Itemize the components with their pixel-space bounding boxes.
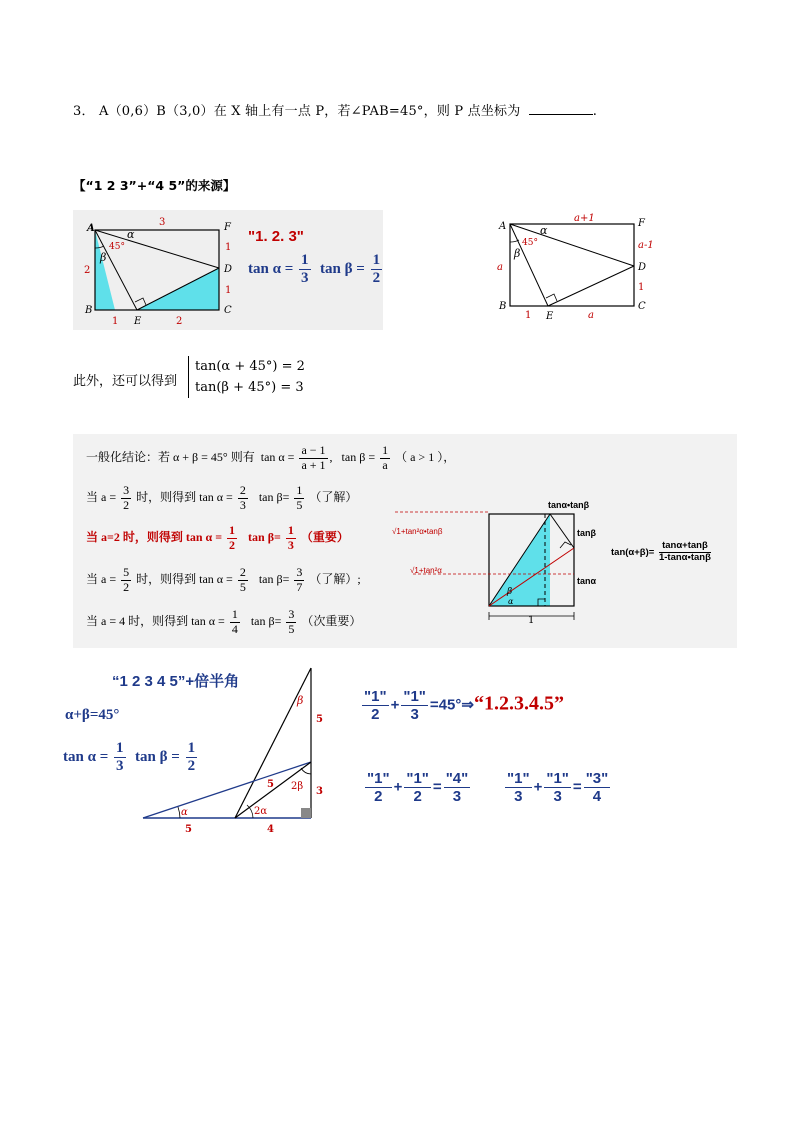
fig2-beta: β [514, 247, 521, 260]
tan-alpha-num: 1 [299, 252, 311, 270]
tri-five-mid: 5 [267, 779, 274, 790]
len-be: 1 [112, 316, 119, 327]
row3-anum: 5 [123, 565, 130, 579]
tri-alpha: α [181, 807, 188, 818]
e3-n2: "1" [546, 770, 569, 787]
row3-tb: tan β= [258, 572, 290, 587]
fig3-right1: tanβ [577, 528, 596, 538]
question-end: . [592, 104, 598, 119]
general-den: a + 1 [301, 457, 326, 472]
fig3-sqrt1: √1+tan²α•tanβ [392, 527, 443, 536]
row2-t2n: 1 [287, 523, 294, 537]
equation-1: $\frac{"1"}{2}$ + $\frac{"1"}{3}$ =45°⇒“1.2.3.4.5” [364, 688, 564, 724]
e3-d3: 4 [592, 788, 602, 806]
tan-alpha-label: tan α = [248, 261, 294, 278]
row4-t1n: 1 [231, 607, 238, 621]
len-top: 3 [159, 217, 166, 228]
fig3-formula [611, 541, 713, 564]
label-a: A [87, 223, 95, 234]
fig2-label-f: F [638, 218, 645, 229]
row3-t2d: 7 [296, 579, 303, 594]
equation-3: $\frac{"1"}{3}$ + $\frac{"1"}{3}$ = $\frac{"3"}{4}$ [507, 770, 609, 806]
general-b-den: a [382, 457, 388, 472]
label-e: E [134, 316, 142, 327]
general-row-3 [86, 566, 361, 595]
row3-mid: 时，则得到 tan α = [136, 572, 233, 587]
row2-t1d: 2 [229, 537, 236, 552]
e1-n1: "1" [364, 688, 387, 705]
row4-tb: tan β= [250, 614, 282, 629]
figure-1-tan-values [248, 252, 384, 288]
half-sum: α+β=45° [65, 707, 120, 723]
fig2-top: a+1 [574, 213, 595, 224]
row1-t2d: 5 [296, 497, 303, 512]
general-line1: 一般化结论：若 α + β = 45° 则有 tan α = $\frac{a - 1}{a + 1}$ , tan β = $\frac{1}{a}$ （ a > 1 ）， [86, 443, 456, 472]
row3-pre: 当 a = [86, 572, 117, 587]
fig2-angle45: 45° [522, 238, 538, 248]
label-d: D [224, 264, 233, 275]
question-3 [73, 100, 597, 119]
tri-two-beta: 2β [291, 781, 304, 792]
half-tan-b: tan β = [135, 749, 180, 766]
e3-d1: 3 [514, 788, 523, 806]
row3-t2n: 3 [296, 565, 303, 579]
row3-aden: 2 [123, 579, 130, 594]
section-heading: 【“1 2 3”+“4 5”的来源】 [73, 178, 236, 193]
fig2-dc: 1 [638, 282, 645, 293]
alpha-label: α [127, 228, 135, 241]
tri-four: 4 [267, 824, 274, 835]
figure-2-diagram [488, 210, 658, 325]
tri-beta: β [297, 694, 304, 707]
e2-n2: "1" [406, 770, 429, 787]
half-ta-n: 1 [114, 740, 126, 758]
row1-note: （了解） [309, 490, 358, 505]
also-prefix: 此外，还可以得到 [73, 374, 178, 389]
beta-label: β [100, 251, 107, 264]
fig3-beta: β [507, 587, 513, 597]
e3-d2: 3 [553, 788, 562, 806]
equation-2: $\frac{"1"}{2}$ + $\frac{"1"}{2}$ = $\frac{"4"}{3}$ [367, 770, 469, 806]
fig3-formula-num: tanα+tanβ [659, 541, 711, 553]
fig2-be: 1 [525, 310, 532, 321]
also-system [188, 356, 305, 398]
question-number: 3． [73, 104, 95, 119]
general-row-1 [86, 484, 357, 513]
e3-n1: "1" [507, 770, 530, 787]
tri-five-bottom: 5 [185, 824, 192, 835]
e1-n2: "1" [403, 688, 426, 705]
label-f: F [224, 222, 231, 233]
row2-note: （重要） [300, 530, 349, 545]
half-tb-d: 2 [187, 758, 196, 775]
general-b-num: 1 [382, 443, 389, 457]
fig3-bottom: 1 [528, 615, 535, 626]
half-tb-n: 1 [186, 740, 198, 758]
fig2-label-c: C [638, 301, 646, 312]
e2-d1: 2 [374, 788, 383, 806]
half-title: “1 2 3 4 5”+倍半角 [112, 673, 240, 690]
fig2-label-a: A [499, 221, 507, 232]
row1-mid: 时，则得到 tan α = [136, 490, 233, 505]
fig2-label-e: E [546, 311, 554, 322]
general-tan-a: tan α = [260, 450, 295, 465]
figure-3-diagram [395, 496, 615, 626]
fig2-alpha: α [540, 224, 548, 237]
len-fd: 1 [225, 242, 232, 253]
e1-d2: 3 [410, 706, 419, 724]
fig3-formula-lhs: tan(α+β)= [611, 546, 655, 558]
row1-pre: 当 a = [86, 490, 117, 505]
len-dc: 1 [225, 285, 232, 296]
row1-anum: 3 [123, 483, 130, 497]
general-row-2 [86, 524, 349, 553]
angle-45: 45° [109, 242, 125, 252]
row2-t2d: 3 [287, 537, 294, 552]
answer-blank[interactable] [529, 104, 593, 115]
row3-t1n: 2 [239, 565, 246, 579]
tan-beta-num: 1 [371, 252, 383, 270]
fig3-top-label: tanα•tanβ [548, 500, 590, 510]
row3-t1d: 5 [239, 579, 246, 594]
tri-five-right: 5 [316, 714, 323, 725]
e2-n3: "4" [445, 770, 469, 787]
tri-two-alpha: 2α [254, 806, 268, 817]
label-b: B [85, 305, 93, 316]
tri-three: 3 [316, 786, 323, 797]
tan-beta-label: tan β = [320, 261, 365, 278]
general-num: a − 1 [301, 443, 326, 457]
fig3-sqrt2: √1+tan²α [410, 566, 442, 575]
general-condition: （ a > 1 ）， [395, 450, 456, 465]
row1-aden: 2 [123, 497, 130, 512]
row1-t1d: 3 [239, 497, 246, 512]
fig2-left: a [497, 262, 503, 273]
half-tan-a: tan α = [63, 749, 109, 766]
len-ec: 2 [176, 316, 183, 327]
row4-t2d: 5 [288, 621, 295, 636]
row4-t1d: 4 [231, 621, 238, 636]
e2-d3: 3 [452, 788, 462, 806]
general-tan-b: tan β = [341, 450, 376, 465]
e1-d1: 2 [371, 706, 380, 724]
row1-tb: tan β= [258, 490, 290, 505]
fig3-alpha: α [508, 597, 514, 606]
row3-note: （了解）; [309, 572, 361, 587]
row4-t2n: 3 [288, 607, 295, 621]
fig2-fd: a-1 [638, 240, 654, 251]
row2-t1n: 1 [229, 523, 236, 537]
half-ta-d: 3 [116, 758, 124, 775]
tan-beta-den: 2 [372, 270, 381, 287]
e2-d2: 2 [413, 788, 422, 806]
e2-n1: "1" [367, 770, 390, 787]
general-row-4 [86, 608, 361, 637]
row1-t2n: 1 [296, 483, 303, 497]
figure-1-quote: "1. 2. 3" [248, 228, 304, 245]
general-intro: 一般化结论：若 α + β = 45° 则有 [86, 450, 255, 465]
half-angle-triangle [135, 664, 330, 839]
tan-alpha-den: 3 [301, 270, 309, 287]
fig2-label-b: B [499, 301, 507, 312]
row4-note: （次重要） [301, 614, 362, 629]
also-eq2: tan(β + 45°) = 3 [195, 380, 304, 395]
question-text: A（0,6）B（3,0）在 X 轴上有一点 P，若∠PAB=45°，则 P 点坐标为 [99, 104, 521, 119]
e1-tail: =45°⇒ [429, 696, 474, 714]
row4-pre: 当 a = 4 时，则得到 tan α = [86, 614, 225, 629]
row2-pre: 当 a=2 时，则得到 tan α = [86, 530, 223, 545]
fig3-right2: tanα [577, 576, 597, 586]
label-c: C [224, 305, 232, 316]
e1-big: “1.2.3.4.5” [473, 692, 564, 715]
e3-n3: "3" [585, 770, 609, 787]
len-left: 2 [84, 265, 91, 276]
fig2-label-d: D [638, 262, 647, 273]
fig2-ec: a [588, 310, 594, 321]
row1-t1n: 2 [239, 483, 246, 497]
row2-tb: tan β= [248, 530, 281, 545]
also-eq1: tan(α + 45°) = 2 [195, 359, 305, 374]
fig3-formula-den: 1-tanα•tanβ [658, 551, 711, 563]
